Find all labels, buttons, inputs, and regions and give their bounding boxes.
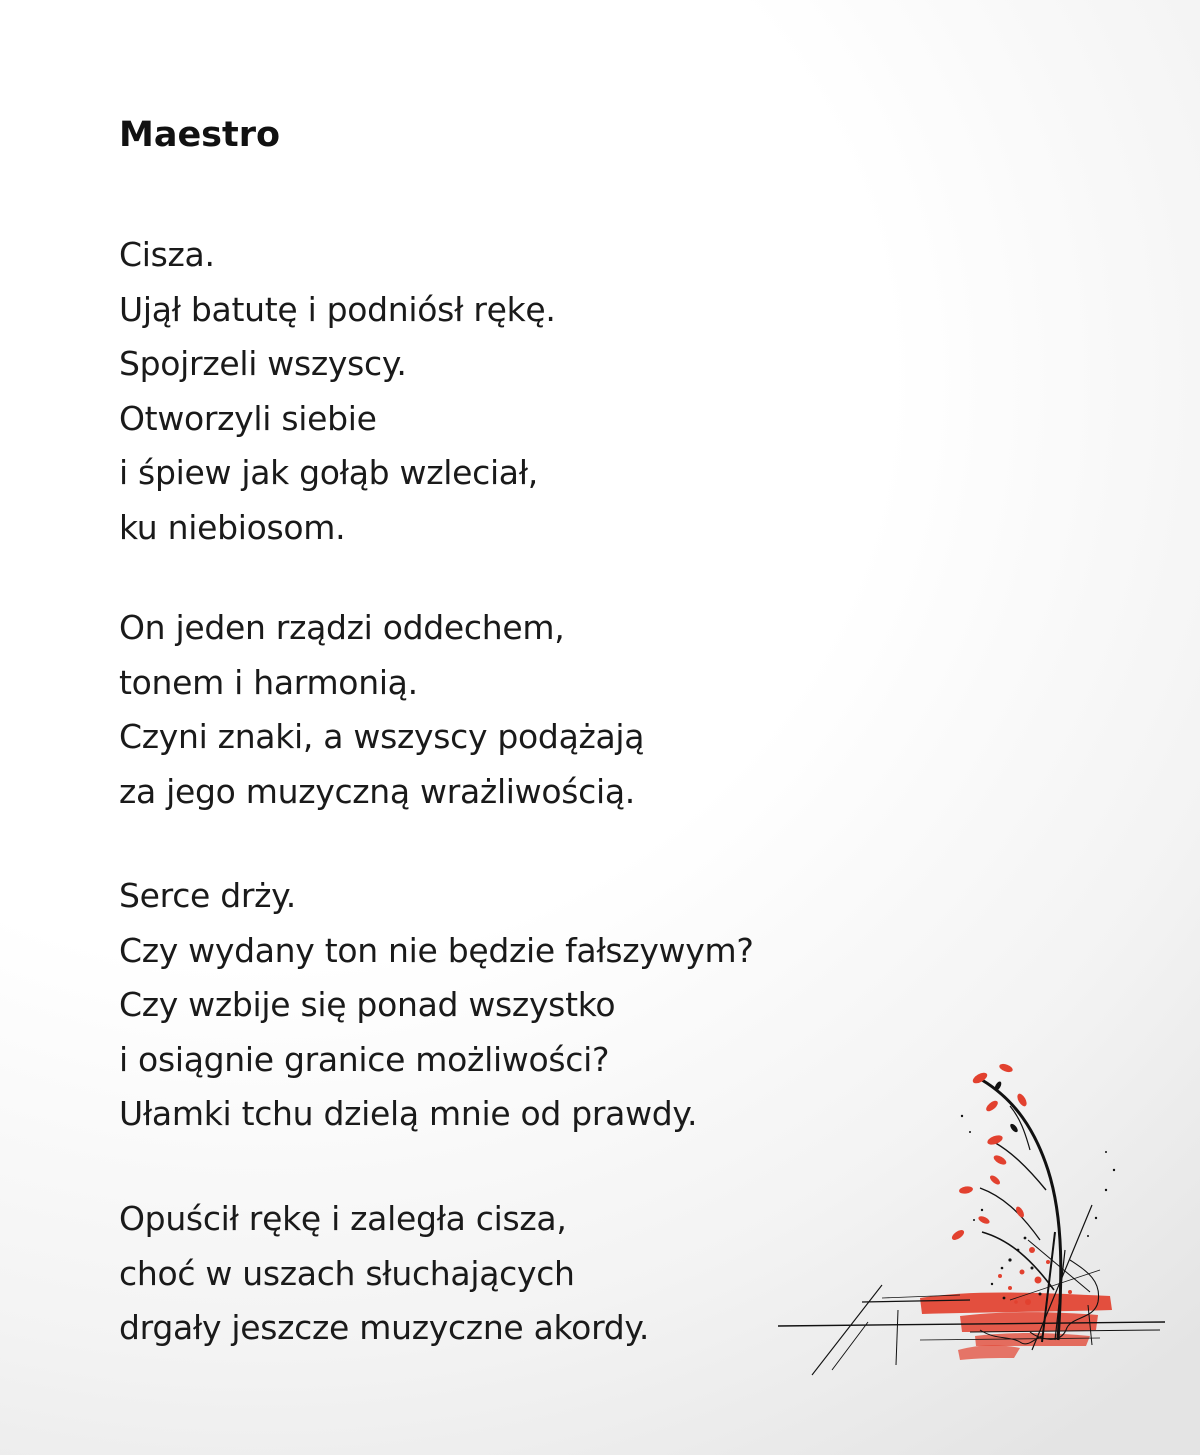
poem-line: Czyni znaki, a wszyscy podążają xyxy=(119,717,645,756)
poem-line: Czy wydany ton nie będzie fałszywym? xyxy=(119,930,754,970)
poem-line: Czy wzbije się ponad wszystko xyxy=(119,985,616,1024)
stanza-4 xyxy=(119,1192,649,1356)
stanza-2 xyxy=(119,601,644,819)
poem-line: On jeden rządzi oddechem, xyxy=(119,608,565,647)
poem-line: Serce drży. xyxy=(119,876,296,915)
poem-line: tonem i harmonią. xyxy=(119,662,418,702)
poem-line: Ujął batutę i podniósł rękę. xyxy=(119,289,556,329)
poem-line: Spojrzeli wszyscy. xyxy=(119,344,407,383)
poem-line: Opuścił rękę i zaległa cisza, xyxy=(119,1199,567,1238)
poem-line: choć w uszach słuchających xyxy=(119,1253,575,1293)
poem-line: i osiągnie granice możliwości? xyxy=(119,1039,610,1079)
poem-line: Cisza. xyxy=(119,235,215,274)
poem-line: i śpiew jak gołąb wzleciał, xyxy=(119,453,538,492)
poem-line: ku niebiosom. xyxy=(119,507,346,547)
stanza-3 xyxy=(119,869,754,1142)
poem-line: drgały jeszcze muzyczne akordy. xyxy=(119,1308,650,1347)
poem-title: Maestro xyxy=(119,115,281,155)
stanza-1 xyxy=(119,228,556,555)
poem-line: Otworzyli siebie xyxy=(119,398,377,438)
poem-line: Ułamki tchu dzielą mnie od prawdy. xyxy=(119,1094,698,1133)
poem-line: za jego muzyczną wrażliwością. xyxy=(119,771,635,811)
ink-tree-sketch-icon xyxy=(770,1040,1170,1380)
